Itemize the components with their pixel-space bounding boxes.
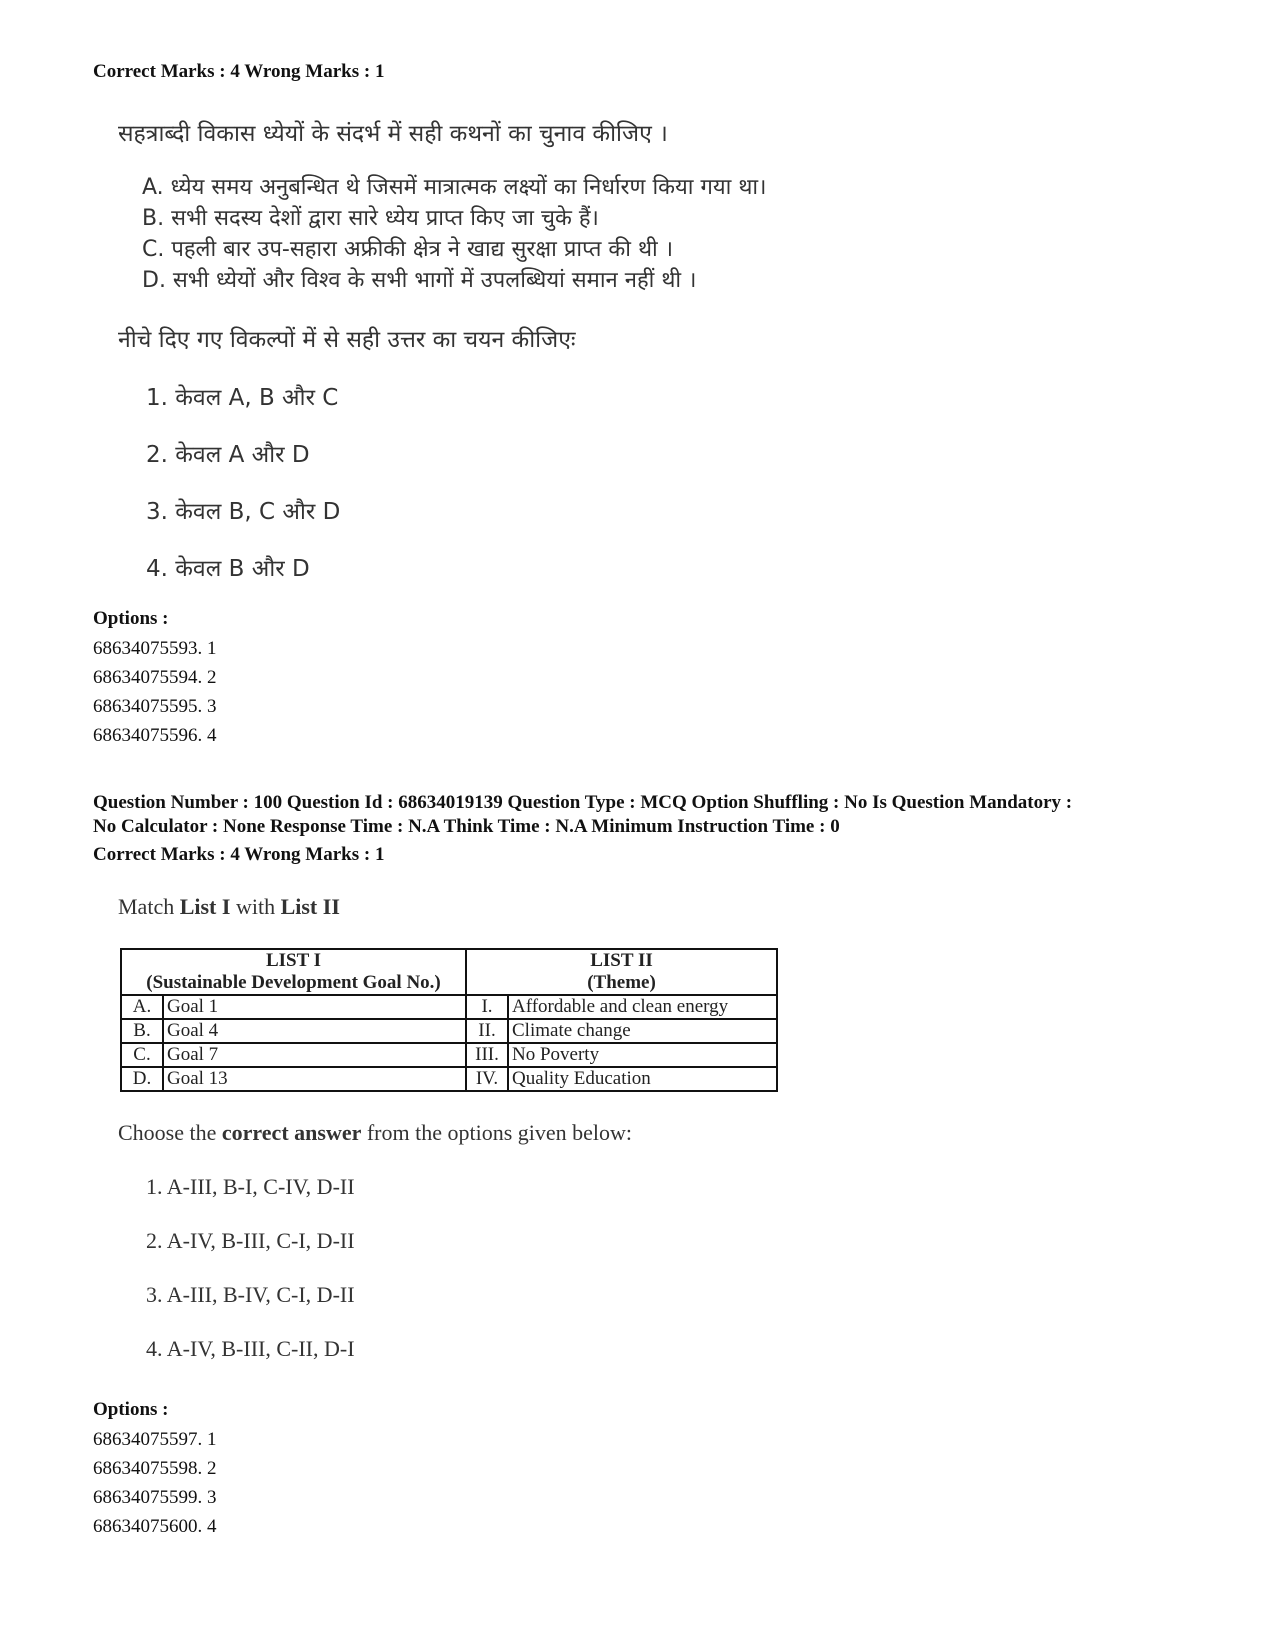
list2-label: IV. (466, 1067, 508, 1091)
q100-choose-instruction (118, 1120, 632, 1146)
option-item: 68634075594. 2 (93, 667, 217, 688)
match-list1: List I (179, 894, 231, 919)
list2-subtitle: (Theme) (587, 972, 656, 993)
choice-3: 3. केवल B, C और D (146, 499, 341, 525)
statement-a: A. ध्येय समय अनुबन्धित थे जिसमें मात्रात्मक लक्ष्यों का निर्धारण किया गया था। (142, 175, 767, 200)
list2-value: Climate change (508, 1019, 777, 1043)
choice-1: 1. केवल A, B और C (146, 385, 339, 411)
q100-options-label: Options : (93, 1399, 169, 1420)
q100-options-list (93, 1425, 217, 1541)
choose-pre: Choose the (118, 1120, 222, 1145)
list1-label: D. (121, 1067, 163, 1091)
choice-4: 4. केवल B और D (146, 556, 310, 582)
list1-value: Goal 13 (163, 1067, 466, 1091)
q100-marks: Correct Marks : 4 Wrong Marks : 1 (93, 844, 385, 865)
list2-label: I. (466, 995, 508, 1019)
list2-value: No Poverty (508, 1043, 777, 1067)
list2-label: III. (466, 1043, 508, 1067)
table-row (121, 1043, 777, 1067)
match-list2: List II (280, 894, 340, 919)
statement-b: B. सभी सदस्य देशों द्वारा सारे ध्येय प्राप्त किए जा चुके हैं। (142, 206, 599, 231)
option-item: 68634075593. 1 (93, 638, 217, 659)
list1-label: C. (121, 1043, 163, 1067)
list2-header (466, 949, 777, 995)
option-item: 68634075595. 3 (93, 696, 217, 717)
list1-subtitle: (Sustainable Development Goal No.) (146, 972, 441, 993)
q99-question: सहत्राब्दी विकास ध्येयों के संदर्भ में सही कथनों का चुनाव कीजिए । (118, 121, 668, 147)
list2-value: Affordable and clean energy (508, 995, 777, 1019)
list1-value: Goal 4 (163, 1019, 466, 1043)
match-with: with (230, 894, 281, 919)
list1-value: Goal 1 (163, 995, 466, 1019)
list2-title: LIST II (590, 950, 653, 971)
list1-label: A. (121, 995, 163, 1019)
table-row (121, 995, 777, 1019)
q100-match-instruction (118, 894, 340, 920)
choose-post: from the options given below: (361, 1120, 633, 1145)
q99-prompt: नीचे दिए गए विकल्पों में से सही उत्तर का चयन कीजिएः (118, 327, 576, 353)
choice-3: 3. A-III, B-IV, C-I, D-II (146, 1282, 355, 1307)
option-item: 68634075597. 1 (93, 1429, 217, 1450)
option-item: 68634075599. 3 (93, 1487, 217, 1508)
list1-value: Goal 7 (163, 1043, 466, 1067)
list2-value: Quality Education (508, 1067, 777, 1091)
match-pre: Match (118, 894, 180, 919)
choice-2: 2. केवल A और D (146, 442, 310, 468)
q99-options-list (93, 634, 217, 750)
statement-c: C. पहली बार उप-सहारा अफ्रीकी क्षेत्र ने खाद्य सुरक्षा प्राप्त की थी । (142, 237, 674, 262)
match-table (120, 948, 778, 1092)
q100-header-line1: Question Number : 100 Question Id : 68634019139 Question Type : MCQ Option Shuffling : No Is Question Mandatory : (93, 792, 1073, 813)
list1-title: LIST I (265, 950, 322, 971)
table-header-row (121, 949, 777, 995)
statement-d: D. सभी ध्येयों और विश्व के सभी भागों में उपलब्धियां समान नहीं थी । (142, 268, 697, 293)
list1-header (121, 949, 466, 995)
list2-label: II. (466, 1019, 508, 1043)
q100-header-line2: No Calculator : None Response Time : N.A Think Time : N.A Minimum Instruction Time : 0 (93, 816, 840, 837)
option-item: 68634075596. 4 (93, 725, 217, 746)
choice-2: 2. A-IV, B-III, C-I, D-II (146, 1228, 355, 1253)
option-item: 68634075598. 2 (93, 1458, 217, 1479)
option-item: 68634075600. 4 (93, 1516, 217, 1537)
q99-marks: Correct Marks : 4 Wrong Marks : 1 (93, 61, 385, 82)
list1-label: B. (121, 1019, 163, 1043)
choice-4: 4. A-IV, B-III, C-II, D-I (146, 1336, 355, 1361)
choice-1: 1. A-III, B-I, C-IV, D-II (146, 1174, 355, 1199)
table-row (121, 1067, 777, 1091)
table-row (121, 1019, 777, 1043)
choose-bold: correct answer (221, 1120, 362, 1145)
q99-options-label: Options : (93, 608, 169, 629)
